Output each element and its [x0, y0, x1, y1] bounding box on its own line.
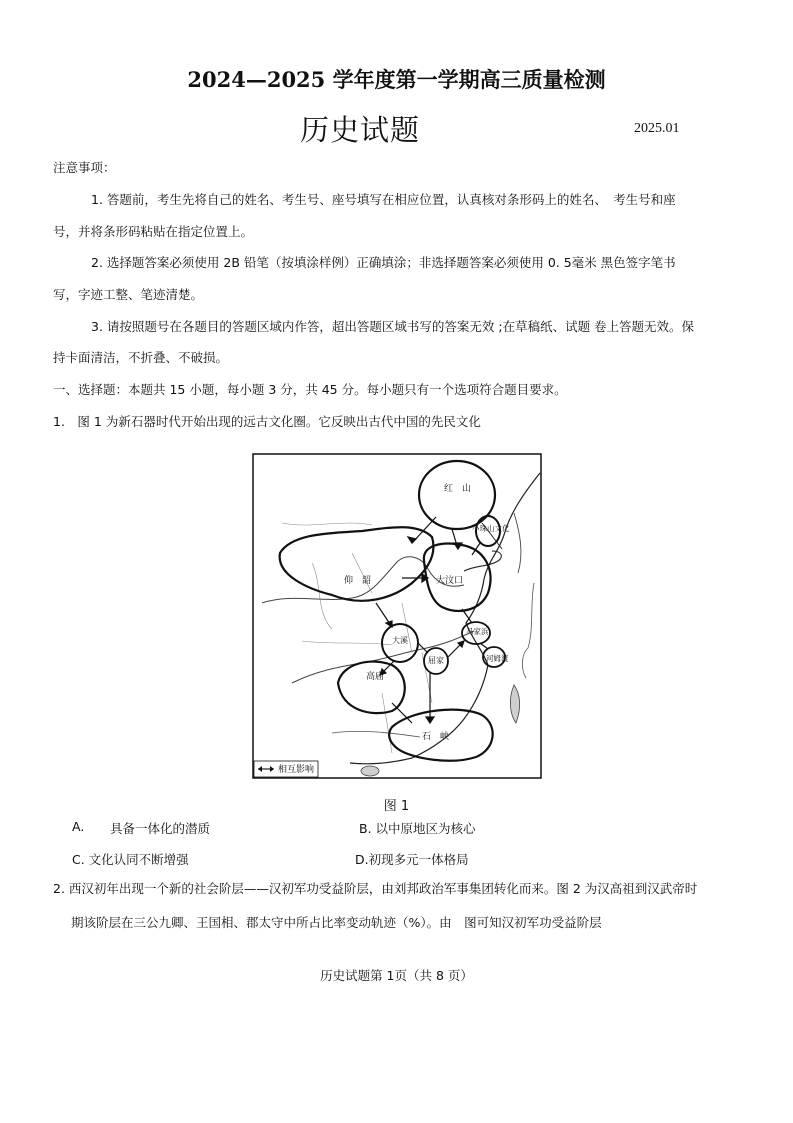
label-dawenkou: 大汶口	[436, 576, 464, 586]
option-b: B. 以中原地区为核心	[359, 821, 476, 836]
label-gaomiao: 高庙	[366, 672, 385, 682]
legend-label: 相互影响	[278, 765, 315, 775]
note-3-line-2: 持卡面清洁，不折叠、不破损。	[53, 350, 229, 365]
figure-1-map	[252, 453, 542, 779]
label-daxi: 大溪	[392, 636, 408, 645]
subject-title: 历史试题	[300, 113, 421, 147]
note-1-line-2: 号，并将条形码粘贴在指定位置上。	[53, 224, 254, 239]
label-majiabang: 马家浜	[466, 627, 489, 636]
notes-heading: 注意事项：	[53, 160, 116, 175]
exam-title: 2024—2025 学年度第一学期高三质量检测	[187, 67, 606, 92]
option-a-text: 具备一体化的潜质	[110, 821, 211, 836]
page-footer: 历史试题第 1页（共 8 页）	[320, 968, 473, 983]
label-qujialing: 屈家	[428, 656, 444, 665]
note-2-line-2: 写，字迹工整、笔迹清楚。	[53, 287, 204, 302]
option-a-letter: A.	[72, 819, 85, 834]
section-1-heading: 一、选择题：本题共 15 小题，每小题 3 分，共 45 分。每小题只有一个选项符合题目要求。	[53, 382, 567, 397]
option-d: D.初现多元一体格局	[355, 852, 469, 867]
exam-date: 2025.01	[634, 121, 680, 136]
note-2-line-1: 2. 选择题答案必须使用 2B 铅笔（按填涂样例）正确填涂；非选择题答案必须使用 0. 5毫米 黑色签字笔书	[91, 255, 676, 270]
hainan-island	[361, 766, 379, 776]
label-yangshao: 仰 韶	[344, 576, 372, 586]
question-1-stem: 1. 图 1 为新石器时代开始出现的远古文化圈。它反映出古代中国的先民文化	[53, 414, 481, 429]
note-3-line-1: 3. 请按照题号在各题目的答题区域内作答，超出答题区域书写的答案无效 ;在草稿纸、试题 卷上答题无效。保	[91, 319, 695, 334]
label-shixia: 石 峡	[422, 732, 450, 742]
note-1-line-1: 1. 答题前，考生先将自己的姓名、考生号、座号填写在相应位置，认真核对条形码上的姓名、 考生号和座	[91, 192, 676, 207]
figure-1-caption: 图 1	[383, 799, 410, 814]
option-c: C. 文化认同不断增强	[72, 852, 189, 867]
question-2-line-1: 2. 西汉初年出现一个新的社会阶层——汉初军功受益阶层，由刘邦政治军事集团转化而来。图 2 为汉高祖到汉武帝时	[53, 881, 698, 896]
label-xiaozhushan: 小珠山文化	[472, 524, 510, 533]
question-2-line-2: 期该阶层在三公九卿、王国相、郡太守中所占比率变动轨迹（%）。由 图可知汉初军功受益阶层	[71, 915, 602, 930]
label-hongshan: 红 山	[444, 484, 472, 494]
label-hemudu: 河姆渡	[486, 654, 509, 663]
map-frame	[253, 454, 541, 778]
